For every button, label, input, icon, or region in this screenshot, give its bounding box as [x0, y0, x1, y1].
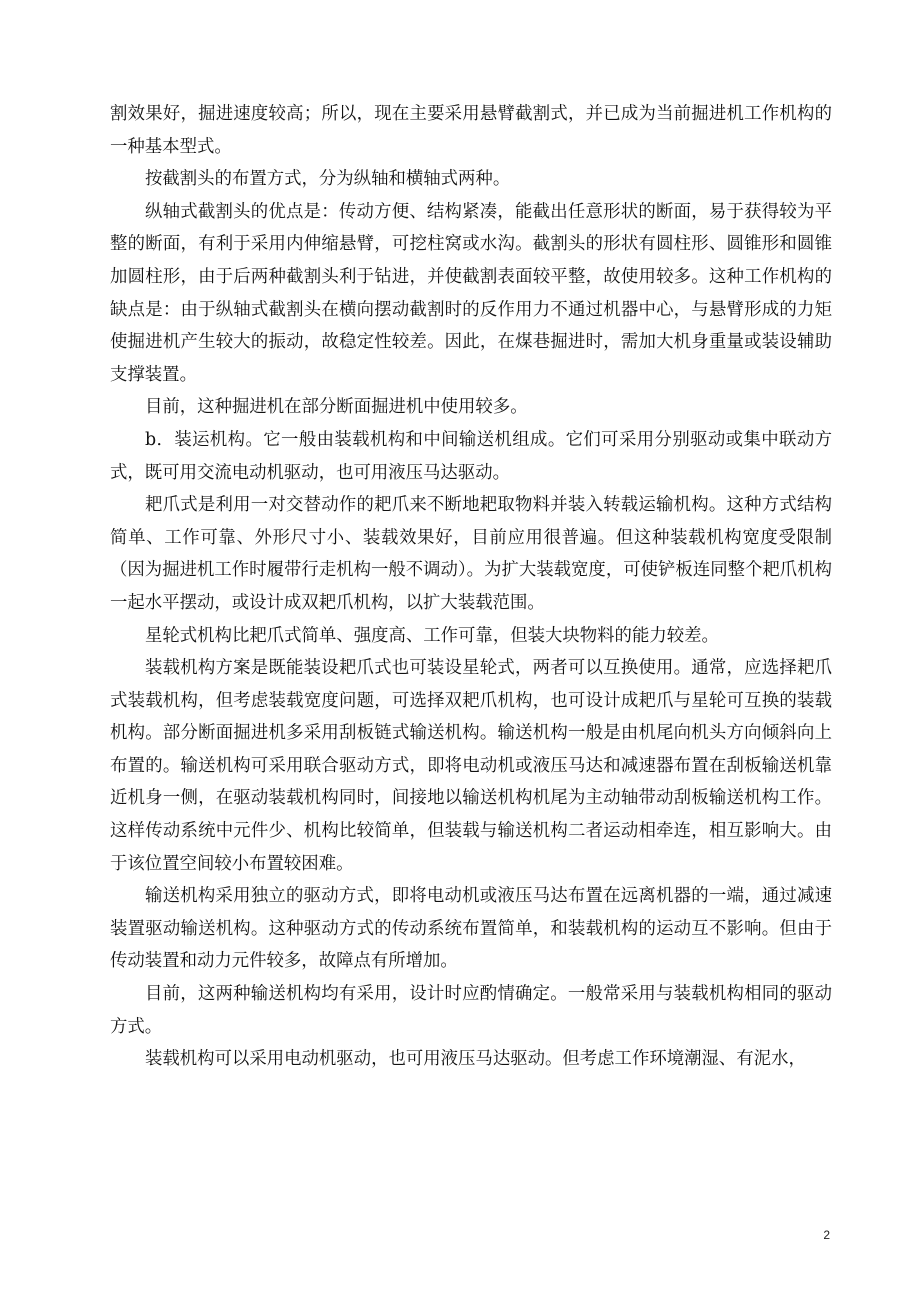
paragraph: b．装运机构。它一般由装载机构和中间输送机组成。它们可采用分别驱动或集中联动方式，既可用交流电动机驱动，也可用液压马达驱动。: [110, 429, 832, 483]
paragraph: 耙爪式是利用一对交替动作的耙爪来不断地耙取物料并装入转载运输机构。这种方式结构简单、工作可靠、外形尺寸小、装载效果好，目前应用很普遍。但这种装载机构宽度受限制（因为掘进机工作时履带行走机构一般不调动）。为扩大装载宽度，可使铲板连同整个耙爪机构一起水平摆动，或设计成双耙爪机构，以扩大装载范围。: [110, 495, 832, 613]
page-number: 2: [823, 1228, 830, 1242]
paragraph: 输送机构采用独立的驱动方式，即将电动机或液压马达布置在远离机器的一端，通过减速装置驱动输送机构。这种驱动方式的传动系统布置简单，和装载机构的运动互不影响。但由于传动装置和动力元件较多，故障点有所增加。: [110, 886, 832, 972]
paragraph: 装载机构可以采用电动机驱动，也可用液压马达驱动。但考虑工作环境潮湿、有泥水，: [145, 1049, 806, 1070]
paragraph: 星轮式机构比耙爪式简单、强度高、工作可靠，但装大块物料的能力较差。: [145, 625, 719, 646]
paragraph: 按截割头的布置方式，分为纵轴和横轴式两种。: [145, 169, 511, 190]
paragraph: 目前，这两种输送机构均有采用，设计时应酌情确定。一般常采用与装载机构相同的驱动方式。: [110, 984, 832, 1037]
document-body: [110, 98, 832, 1076]
paragraph: 装载机构方案是既能装设耙爪式也可装设星轮式，两者可以互换使用。通常，应选择耙爪式装载机构，但考虑装载宽度问题，可选择双耙爪机构，也可设计成耙爪与星轮可互换的装载机构。部分断面掘进机多采用刮板链式输送机构。输送机构一般是由机尾向机头方向倾斜向上布置的。输送机构可采用联合驱动方式，即将电动机或液压马达和减速器布置在刮板输送机靠近机身一侧，在驱动装载机构同时，间接地以输送机构机尾为主动轴带动刮板输送机构工作。这样传动系统中元件少、机构比较简单，但装载与输送机构二者运动相牵连，相互影响大。由于该位置空间较小布置较困难。: [110, 658, 832, 874]
paragraph: 目前，这种掘进机在部分断面掘进机中使用较多。: [145, 397, 528, 418]
paragraph: 纵轴式截割头的优点是：传动方便、结构紧凑，能截出任意形状的断面，易于获得较为平整的断面，有利于采用内伸缩悬臂，可挖柱窝或水沟。截割头的形状有圆柱形、圆锥形和圆锥加圆柱形，由于后两种截割头利于钻进，并使截割表面较平整，故使用较多。这种工作机构的缺点是：由于纵轴式截割头在横向摆动截割时的反作用力不通过机器中心，与悬臂形成的力矩使掘进机产生较大的振动，故稳定性较差。因此，在煤巷掘进时，需加大机身重量或装设辅助支撑装置。: [110, 201, 832, 385]
paragraph: 割效果好，掘进速度较高；所以，现在主要采用悬臂截割式，并已成为当前掘进机工作机构的一种基本型式。: [110, 104, 832, 157]
